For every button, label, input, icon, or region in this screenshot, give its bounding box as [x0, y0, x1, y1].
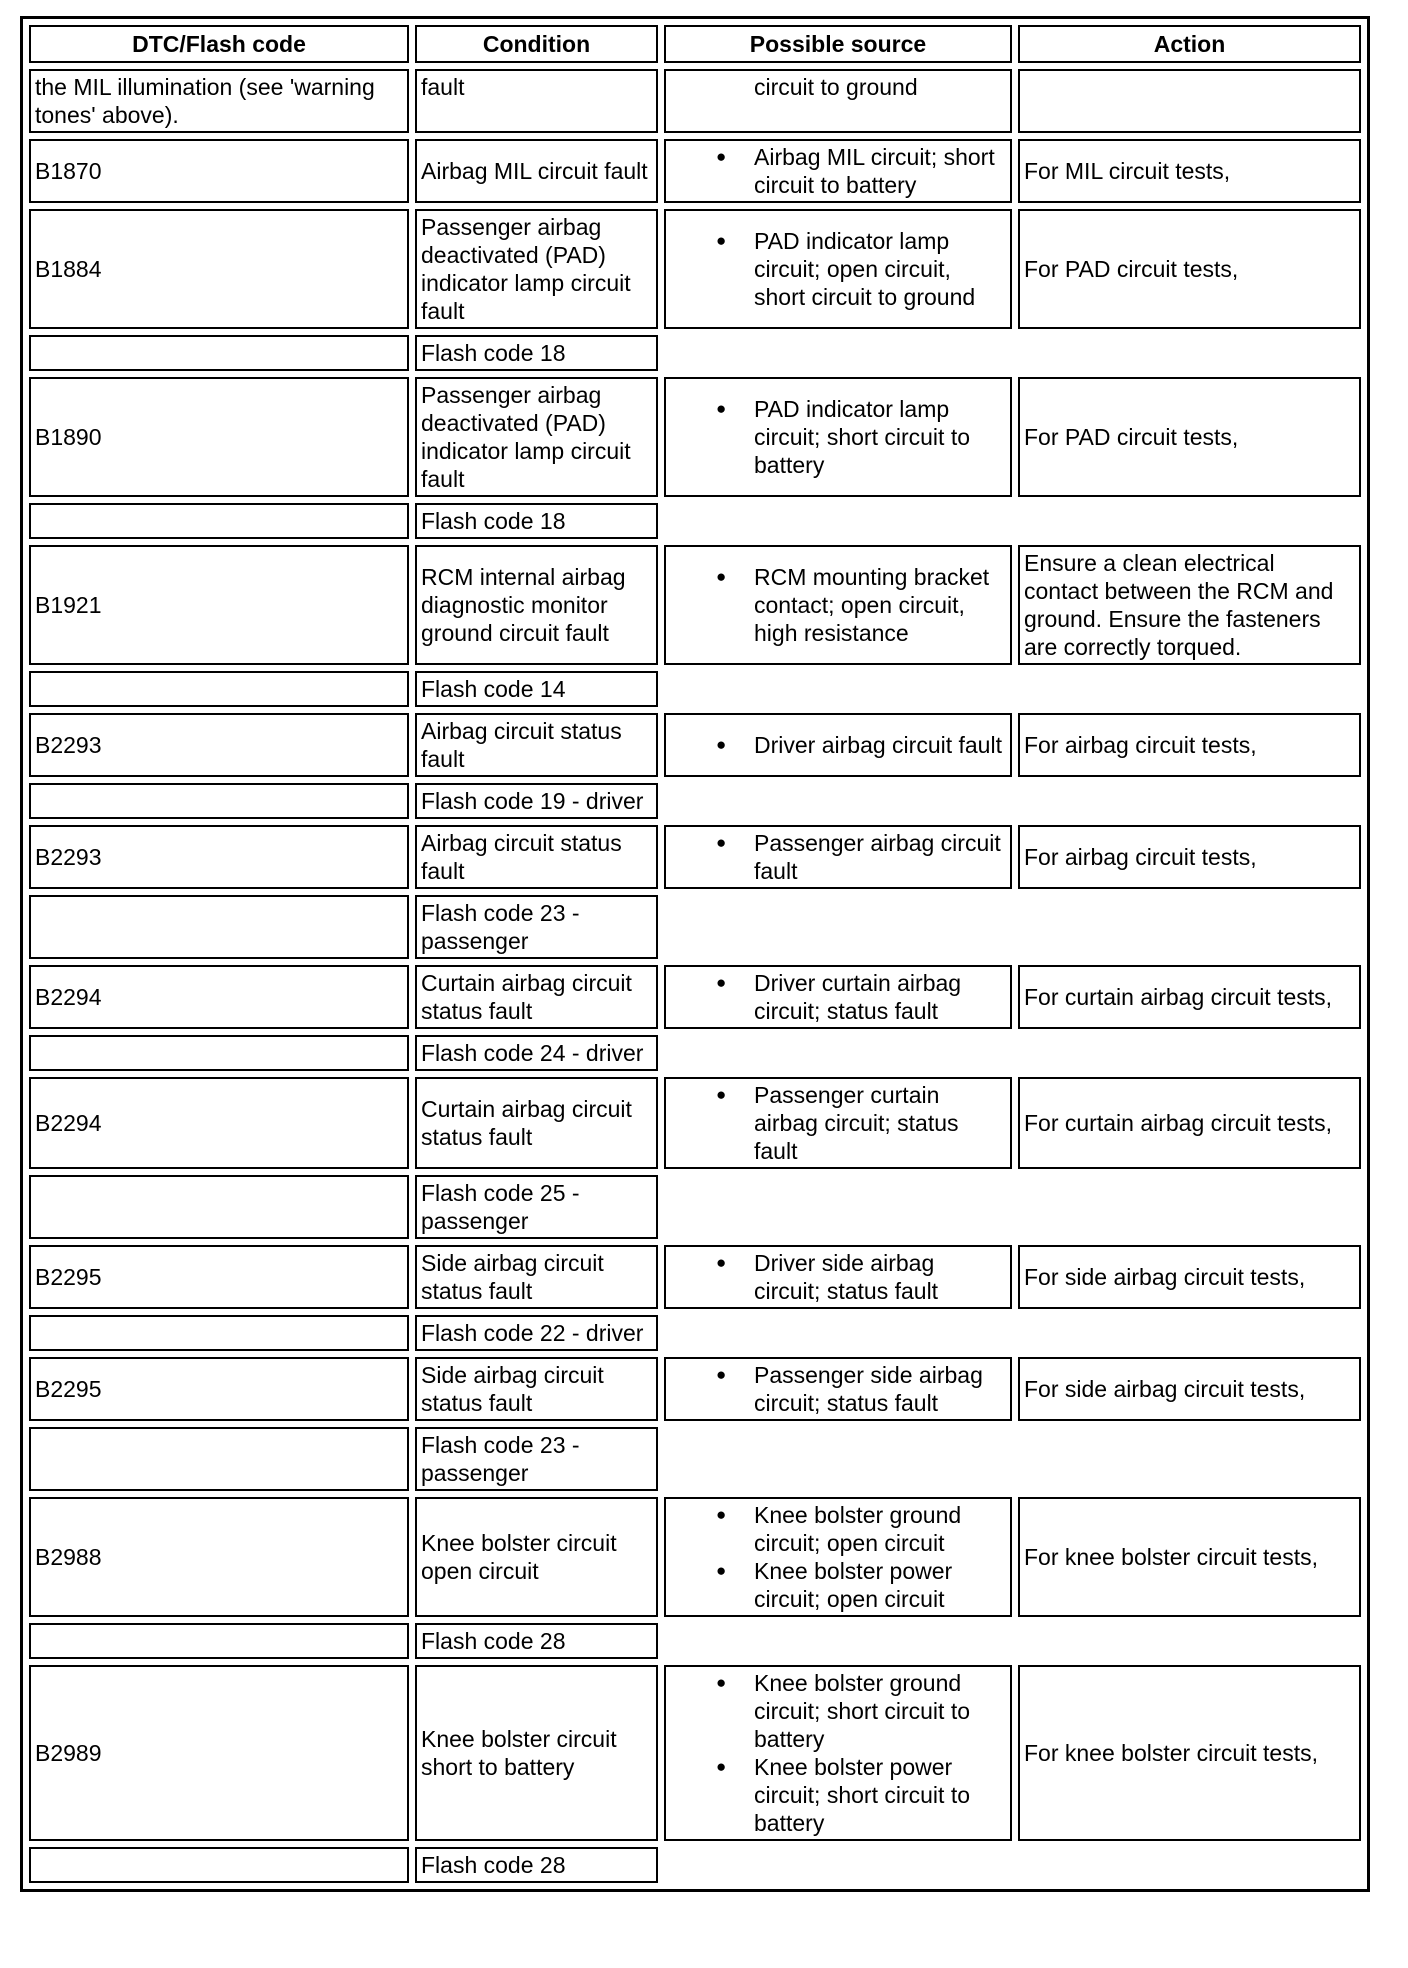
- dtc-cell: [29, 1847, 409, 1883]
- table-row: [29, 965, 1361, 1029]
- possible-source-cell: [664, 713, 1012, 777]
- possible-source-cell: [664, 1665, 1012, 1841]
- possible-source-cell: [664, 1497, 1012, 1617]
- condition-cell: Curtain airbag circuit status fault: [415, 965, 658, 1029]
- source-list: [670, 731, 1006, 759]
- blank-cell: [664, 1035, 1012, 1071]
- flash-code-cell: Flash code 19 - driver: [415, 783, 658, 819]
- table-row: [29, 1665, 1361, 1841]
- blank-cell: [664, 1623, 1012, 1659]
- possible-source-cell: [664, 545, 1012, 665]
- flash-code-cell: Flash code 28: [415, 1847, 658, 1883]
- flash-code-row: [29, 1035, 1361, 1071]
- condition-cell: Airbag MIL circuit fault: [415, 139, 658, 203]
- table-row: [29, 1357, 1361, 1421]
- dtc-cell: [29, 1623, 409, 1659]
- possible-source-cell: [664, 825, 1012, 889]
- dtc-cell: B1890: [29, 377, 409, 497]
- flash-code-row: [29, 671, 1361, 707]
- flash-code-row: [29, 503, 1361, 539]
- action-cell: Ensure a clean electrical contact between the RCM and ground. Ensure the fasteners are correctly torqued.: [1018, 545, 1361, 665]
- action-cell: For side airbag circuit tests,: [1018, 1357, 1361, 1421]
- possible-source-cell: [664, 377, 1012, 497]
- source-list: [670, 829, 1006, 885]
- flash-code-row: [29, 1847, 1361, 1883]
- source-item: ● Knee bolster ground circuit; short circuit to battery: [670, 1669, 1006, 1753]
- dtc-cell: B2294: [29, 1077, 409, 1169]
- flash-code-cell: Flash code 22 - driver: [415, 1315, 658, 1351]
- condition-cell: Airbag circuit status fault: [415, 713, 658, 777]
- table-row: [29, 1497, 1361, 1617]
- source-item: ● PAD indicator lamp circuit; short circuit to battery: [670, 395, 1006, 479]
- dtc-cell: B2293: [29, 713, 409, 777]
- action-cell: For knee bolster circuit tests,: [1018, 1497, 1361, 1617]
- table-row: [29, 209, 1361, 329]
- source-list: [670, 395, 1006, 479]
- source-item: ● Driver airbag circuit fault: [670, 731, 1006, 759]
- dtc-cell: B2295: [29, 1357, 409, 1421]
- header-condition: Condition: [415, 25, 658, 63]
- blank-cell: [1018, 1427, 1361, 1491]
- source-list: [670, 227, 1006, 311]
- blank-cell: [664, 783, 1012, 819]
- action-cell: For knee bolster circuit tests,: [1018, 1665, 1361, 1841]
- dtc-cell: [29, 1315, 409, 1351]
- blank-cell: [1018, 783, 1361, 819]
- action-cell: [1018, 69, 1361, 133]
- dtc-cell: B2294: [29, 965, 409, 1029]
- possible-source-cell: [664, 1077, 1012, 1169]
- blank-cell: [664, 671, 1012, 707]
- condition-cell: Knee bolster circuit short to battery: [415, 1665, 658, 1841]
- dtc-cell: [29, 895, 409, 959]
- dtc-cell: B2988: [29, 1497, 409, 1617]
- source-item: ● Driver side airbag circuit; status fault: [670, 1249, 1006, 1305]
- blank-cell: [664, 1847, 1012, 1883]
- flash-code-cell: Flash code 28: [415, 1623, 658, 1659]
- condition-cell: Knee bolster circuit open circuit: [415, 1497, 658, 1617]
- flash-code-row: [29, 1623, 1361, 1659]
- condition-cell: Side airbag circuit status fault: [415, 1245, 658, 1309]
- possible-source-cell: [664, 1357, 1012, 1421]
- flash-code-cell: Flash code 14: [415, 671, 658, 707]
- source-list: [670, 563, 1006, 647]
- action-cell: For curtain airbag circuit tests,: [1018, 1077, 1361, 1169]
- flash-code-row: [29, 895, 1361, 959]
- header-possible-source: Possible source: [664, 25, 1012, 63]
- blank-cell: [664, 1427, 1012, 1491]
- table-body: [29, 69, 1361, 1883]
- flash-code-cell: Flash code 25 - passenger: [415, 1175, 658, 1239]
- flash-code-row: [29, 783, 1361, 819]
- dtc-cell: [29, 1175, 409, 1239]
- table-row: [29, 825, 1361, 889]
- flash-code-cell: Flash code 24 - driver: [415, 1035, 658, 1071]
- dtc-cell: B2989: [29, 1665, 409, 1841]
- source-list: [670, 143, 1006, 199]
- blank-cell: [1018, 1035, 1361, 1071]
- source-item: ● Passenger side airbag circuit; status fault: [670, 1361, 1006, 1417]
- header-row: [29, 25, 1361, 63]
- action-cell: For MIL circuit tests,: [1018, 139, 1361, 203]
- flash-code-row: [29, 1175, 1361, 1239]
- source-text: circuit to ground: [754, 74, 918, 100]
- dtc-cell: the MIL illumination (see 'warning tones' above).: [29, 69, 409, 133]
- action-cell: For PAD circuit tests,: [1018, 377, 1361, 497]
- blank-cell: [1018, 895, 1361, 959]
- condition-cell: Airbag circuit status fault: [415, 825, 658, 889]
- condition-cell: Side airbag circuit status fault: [415, 1357, 658, 1421]
- possible-source-cell: [664, 1245, 1012, 1309]
- table-row: [29, 139, 1361, 203]
- table-row: [29, 1077, 1361, 1169]
- dtc-cell: B1884: [29, 209, 409, 329]
- dtc-cell: [29, 671, 409, 707]
- flash-code-row: [29, 335, 1361, 371]
- source-item: ● RCM mounting bracket contact; open circuit, high resistance: [670, 563, 1006, 647]
- possible-source-cell: [664, 965, 1012, 1029]
- table-row: [29, 713, 1361, 777]
- dtc-cell: B2293: [29, 825, 409, 889]
- flash-code-row: [29, 1427, 1361, 1491]
- source-item: ● Knee bolster power circuit; short circuit to battery: [670, 1753, 1006, 1837]
- action-cell: For side airbag circuit tests,: [1018, 1245, 1361, 1309]
- condition-cell: fault: [415, 69, 658, 133]
- flash-code-cell: Flash code 18: [415, 335, 658, 371]
- header-action: Action: [1018, 25, 1361, 63]
- dtc-cell: [29, 335, 409, 371]
- source-item: ● Knee bolster power circuit; open circuit: [670, 1557, 1006, 1613]
- possible-source-cell: [664, 209, 1012, 329]
- flash-code-cell: Flash code 18: [415, 503, 658, 539]
- dtc-cell: B2295: [29, 1245, 409, 1309]
- blank-cell: [664, 503, 1012, 539]
- flash-code-row: [29, 1315, 1361, 1351]
- blank-cell: [1018, 1847, 1361, 1883]
- blank-cell: [1018, 1175, 1361, 1239]
- source-item: ● Passenger airbag circuit fault: [670, 829, 1006, 885]
- source-item: ● Airbag MIL circuit; short circuit to battery: [670, 143, 1006, 199]
- action-cell: For curtain airbag circuit tests,: [1018, 965, 1361, 1029]
- blank-cell: [1018, 1315, 1361, 1351]
- table-row: [29, 69, 1361, 133]
- source-item: ● Driver curtain airbag circuit; status fault: [670, 969, 1006, 1025]
- source-item: ● Passenger curtain airbag circuit; status fault: [670, 1081, 1006, 1165]
- dtc-cell: B1870: [29, 139, 409, 203]
- possible-source-cell: [664, 139, 1012, 203]
- action-cell: For PAD circuit tests,: [1018, 209, 1361, 329]
- source-list: [670, 1501, 1006, 1613]
- blank-cell: [664, 895, 1012, 959]
- condition-cell: Curtain airbag circuit status fault: [415, 1077, 658, 1169]
- table-row: [29, 1245, 1361, 1309]
- condition-cell: Passenger airbag deactivated (PAD) indicator lamp circuit fault: [415, 377, 658, 497]
- action-cell: For airbag circuit tests,: [1018, 825, 1361, 889]
- source-list: [670, 969, 1006, 1025]
- blank-cell: [1018, 1623, 1361, 1659]
- possible-source-cell: [664, 69, 1012, 133]
- dtc-cell: [29, 503, 409, 539]
- action-cell: For airbag circuit tests,: [1018, 713, 1361, 777]
- flash-code-cell: Flash code 23 - passenger: [415, 1427, 658, 1491]
- blank-cell: [1018, 671, 1361, 707]
- source-list: [670, 1081, 1006, 1165]
- source-item: ● Knee bolster ground circuit; open circuit: [670, 1501, 1006, 1557]
- source-list: [670, 1249, 1006, 1305]
- dtc-cell: [29, 1035, 409, 1071]
- blank-cell: [1018, 335, 1361, 371]
- header-dtc: DTC/Flash code: [29, 25, 409, 63]
- source-item: ● PAD indicator lamp circuit; open circuit, short circuit to ground: [670, 227, 1006, 311]
- dtc-table: [20, 16, 1370, 1892]
- table-row: [29, 377, 1361, 497]
- blank-cell: [664, 1315, 1012, 1351]
- condition-cell: RCM internal airbag diagnostic monitor ground circuit fault: [415, 545, 658, 665]
- source-list: [670, 1669, 1006, 1837]
- condition-cell: Passenger airbag deactivated (PAD) indicator lamp circuit fault: [415, 209, 658, 329]
- flash-code-cell: Flash code 23 - passenger: [415, 895, 658, 959]
- blank-cell: [1018, 503, 1361, 539]
- source-list: [670, 1361, 1006, 1417]
- dtc-cell: [29, 783, 409, 819]
- table-row: [29, 545, 1361, 665]
- blank-cell: [664, 335, 1012, 371]
- blank-cell: [664, 1175, 1012, 1239]
- dtc-cell: B1921: [29, 545, 409, 665]
- dtc-cell: [29, 1427, 409, 1491]
